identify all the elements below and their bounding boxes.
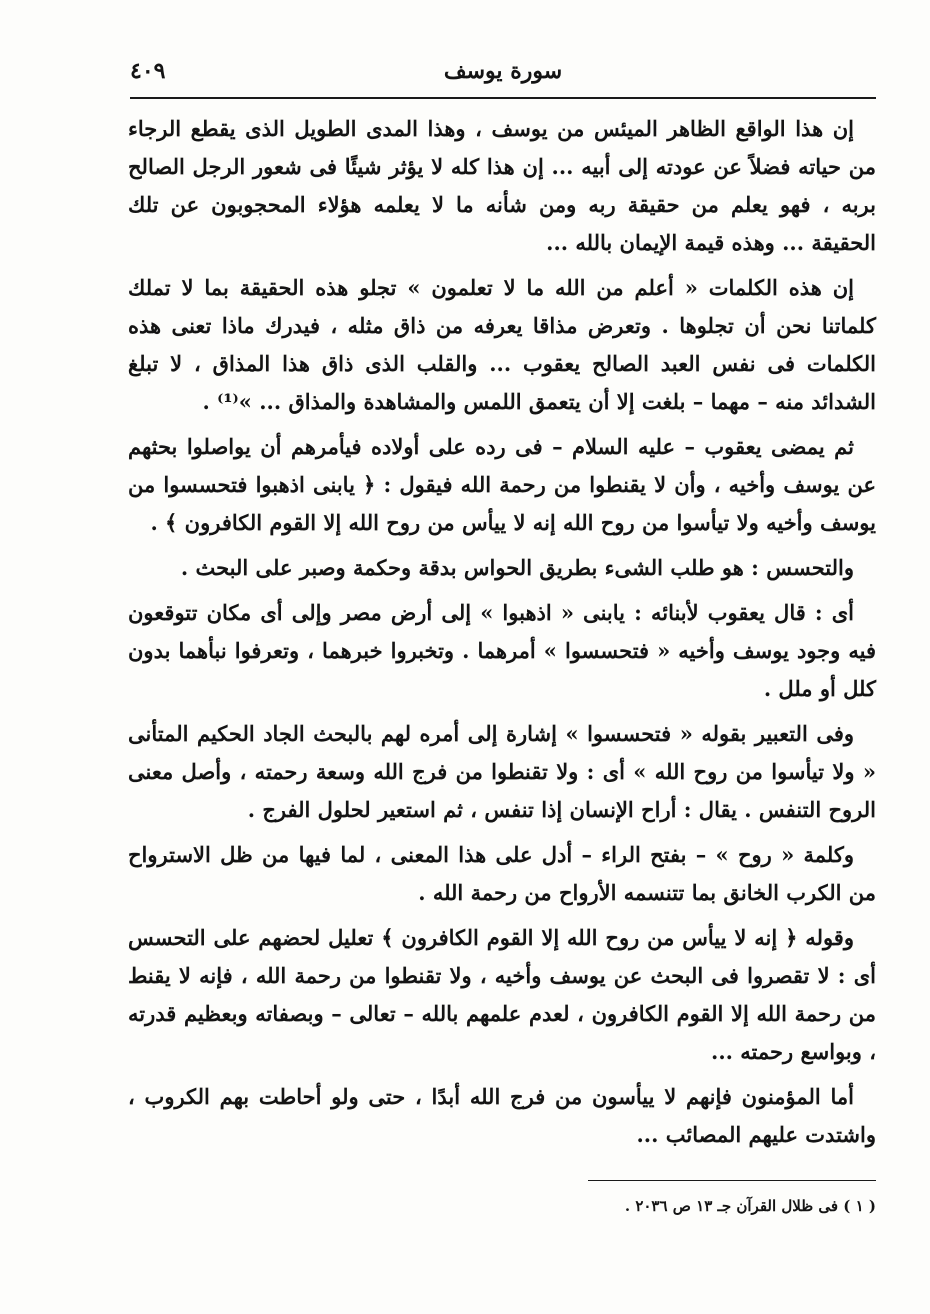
page-header [130,56,876,96]
header-rule [130,97,876,99]
paragraph-8: وقوله ﴿ إنه لا ييأس من روح الله إلا القوم الكافرون ﴾ تعليل لحضهم على التحسس أى : لا تقصروا فى البحث عن يوسف وأخيه ، ولا تقنطوا من رحمة الله ، فإنه لا يقنط من رحمة الله إلا القوم الكافرون ، لعدم علمهم بالله – تعالى – وبصفاته وبعظيم قدرته ، وبواسع رحمته ... [128,925,876,1064]
surah-title: سورة يوسف [443,58,563,84]
paragraph-2: إن هذه الكلمات « أعلم من الله ما لا تعلمون » تجلو هذه الحقيقة بما لا تملك كلماتنا نحن أن تجلوها . وتعرض مذاقا يعرفه من ذاق مثله ، فيدرك ماذا تعنى هذه الكلمات فى نفس العبد الصالح يعقوب ... والقلب الذى ذاق هذا المذاق ، لا تبلغ الشدائد منه – مهما – بلغت إلا أن يتعمق اللمس والمشاهدة والمذاق ... »⁽¹⁾ . [128,275,876,414]
paragraph-7: وكلمة « روح » – بفتح الراء – أدل على هذا المعنى ، لما فيها من ظل الاسترواح من الكرب الخانق بما تتنسمه الأرواح من رحمة الله . [128,842,876,905]
paragraph-6: وفى التعبير بقوله « فتحسسوا » إشارة إلى أمره لهم بالبحث الجاد الحكيم المتأنى « ولا تيأسوا من روح الله » أى : ولا تقنطوا من فرج الله وسعة رحمته ، وأصل معنى الروح التنفس . يقال : أراح الإنسان إذا تنفس ، ثم استعير لحلول الفرج . [128,721,877,822]
page-number: ٤٠٩ [130,58,166,84]
footnote: ( ١ ) فى ظلال القرآن جـ ١٣ ص ٢٠٣٦ . [624,1197,876,1215]
paragraph-1: إن هذا الواقع الظاهر الميئس من يوسف ، وهذا المدى الطويل الذى يقطع الرجاء من حياته فضلاً عن عودته إلى أبيه ... إن هذا كله لا يؤثر شيئًا فى شعور الرجل الصالح بربه ، فهو يعلم من حقيقة ربه ومن شأنه ما لا يعلمه هؤلاء المحجوبون عن تلك الحقيقة ... وهذه قيمة الإيمان بالله ... [128,116,876,255]
footnote-rule [588,1180,876,1181]
paragraph-3: ثم يمضى يعقوب – عليه السلام – فى رده على أولاده فيأمرهم أن يواصلوا بحثهم عن يوسف وأخيه ، وأن لا يقنطوا من رحمة الله فيقول : ﴿ يابنى اذهبوا فتحسسوا من يوسف وأخيه ولا تيأسوا من روح الله إنه لا ييأس من روح الله إلا القوم الكافرون ﴾ . [128,434,876,535]
paragraph-9: أما المؤمنون فإنهم لا ييأسون من فرج الله أبدًا ، حتى ولو أحاطت بهم الكروب ، واشتدت عليهم المصائب ... [128,1084,876,1147]
paragraph-4: والتحسس : هو طلب الشىء بطريق الحواس بدقة وحكمة وصبر على البحث . [180,555,854,580]
paragraph-5: أى : قال يعقوب لأبنائه : يابنى « اذهبوا » إلى أرض مصر وإلى أى مكان تتوقعون فيه وجود يوسف وأخيه « فتحسسوا » أمرهما . وتخبروا خبرهما ، وتعرفوا نبأهما بدون كلل أو ملل . [128,600,876,701]
page-body [128,110,876,1161]
